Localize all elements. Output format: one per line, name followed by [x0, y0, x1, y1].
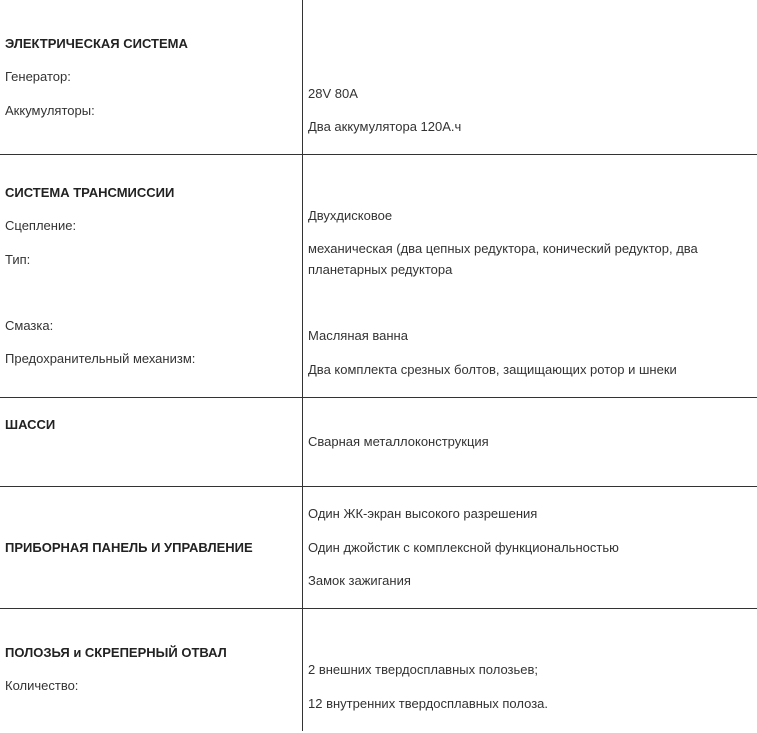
spec-value: Один джойстик с комплексной функциональностью	[308, 540, 619, 555]
spec-value: 28V 80A	[308, 86, 358, 101]
section-label-cell	[0, 609, 303, 732]
section-heading: ЭЛЕКТРИЧЕСКАЯ СИСТЕМА	[5, 36, 188, 51]
section-heading: ПРИБОРНАЯ ПАНЕЛЬ И УПРАВЛЕНИЕ	[5, 540, 253, 555]
section-label-cell	[0, 155, 303, 398]
spec-value: Один ЖК-экран высокого разрешения	[308, 506, 538, 521]
section-heading: СИСТЕМА ТРАНСМИССИИ	[5, 185, 175, 200]
spec-value: Два аккумулятора 120A.ч	[308, 119, 462, 134]
section-label-cell	[0, 0, 303, 155]
table-row	[0, 155, 757, 398]
spec-value: механическая (два цепных редуктора, конический редуктор, два планетарных редуктора	[308, 241, 698, 277]
section-value-cell	[303, 609, 757, 732]
spec-value: Сварная металлоконструкция	[308, 434, 489, 449]
spec-value: Двухдисковое	[308, 208, 393, 223]
section-value-cell	[303, 398, 757, 487]
spec-label: Сцепление:	[5, 218, 77, 233]
spec-value: Масляная ванна	[308, 328, 408, 343]
table-row	[0, 0, 757, 155]
section-heading: ПОЛОЗЬЯ и СКРЕПЕРНЫЙ ОТВАЛ	[5, 645, 227, 660]
section-label-cell	[0, 487, 303, 609]
section-heading: ШАССИ	[5, 417, 56, 432]
table-row	[0, 487, 757, 609]
spec-label: Генератор:	[5, 69, 71, 84]
table-row	[0, 609, 757, 732]
section-value-cell	[303, 487, 757, 609]
spec-label: Аккумуляторы:	[5, 103, 95, 118]
spec-value: 12 внутренних твердосплавных полоза.	[308, 696, 548, 711]
spec-label: Смазка:	[5, 318, 54, 333]
section-value-cell	[303, 155, 757, 398]
spec-label: Количество:	[5, 678, 79, 693]
spec-value: Два комплекта срезных болтов, защищающих ротор и шнеки	[308, 362, 677, 377]
section-label-cell	[0, 398, 303, 487]
spec-value: 2 внешних твердосплавных полозьев;	[308, 662, 539, 677]
table-row	[0, 398, 757, 487]
spec-value: Замок зажигания	[308, 573, 411, 588]
spec-label: Предохранительный механизм:	[5, 351, 196, 366]
section-value-cell	[303, 0, 757, 155]
spec-label: Тип:	[5, 252, 31, 267]
